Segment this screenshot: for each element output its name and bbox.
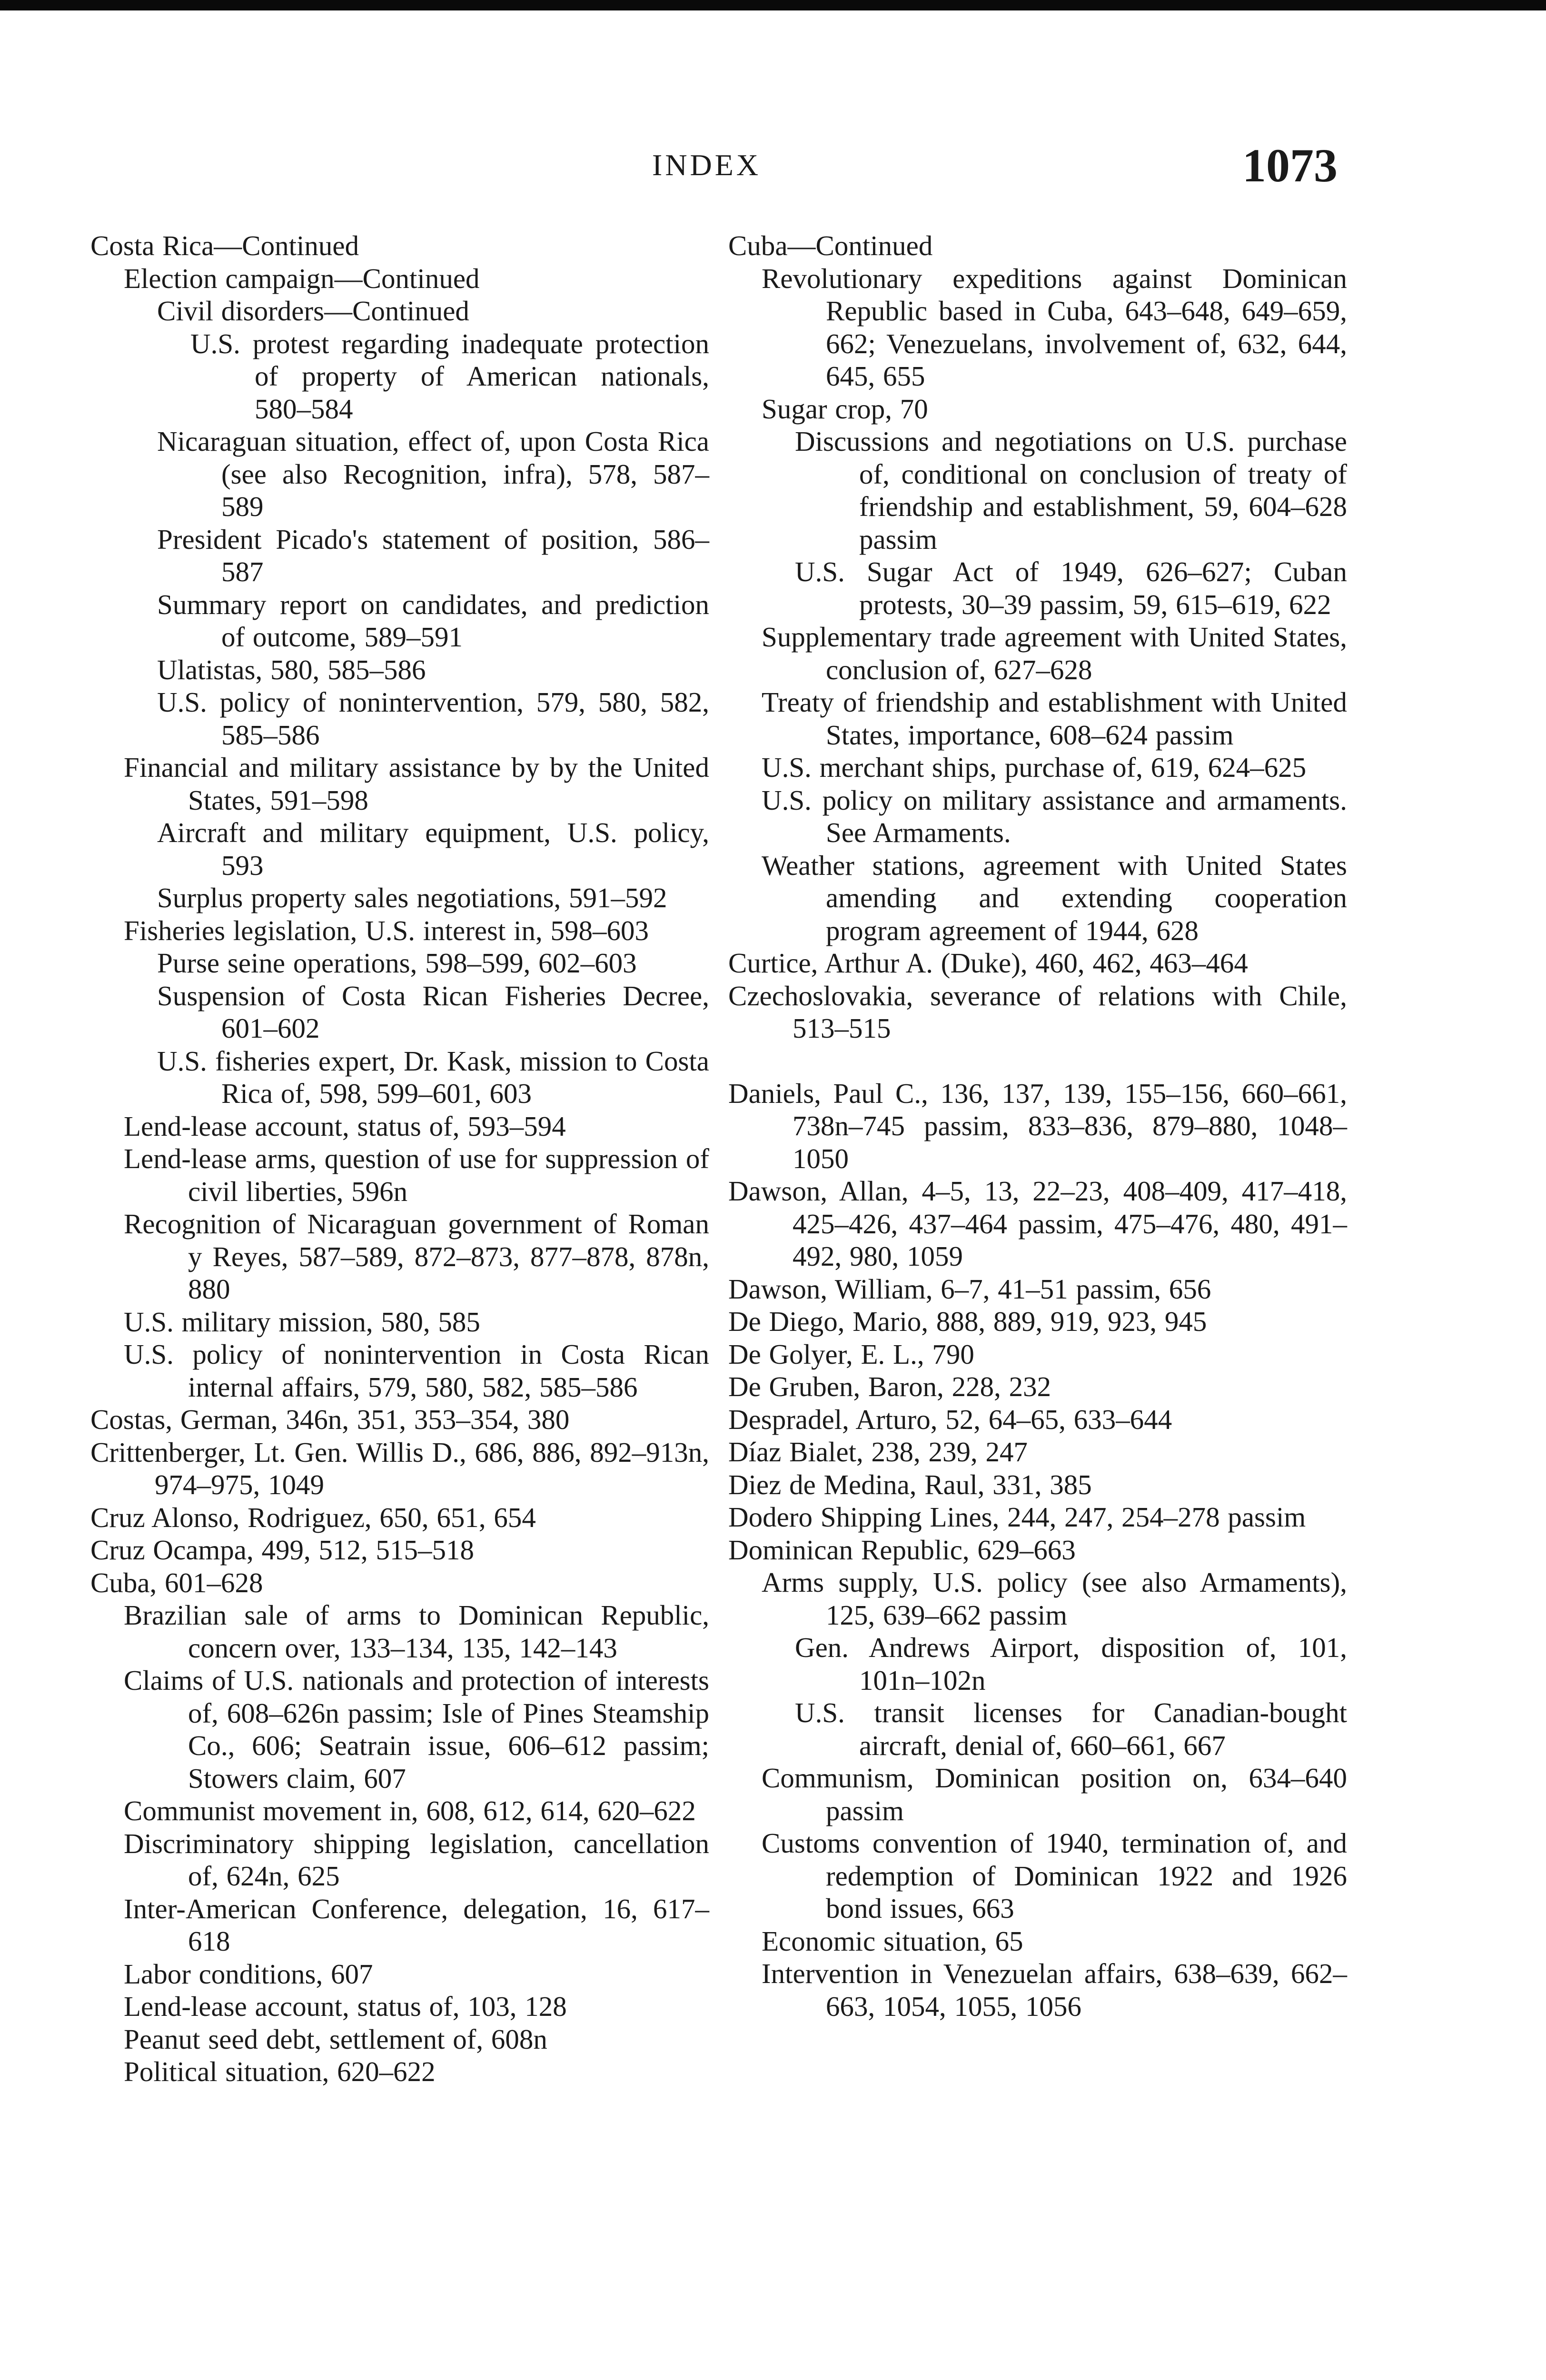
index-entry: Dodero Shipping Lines, 244, 247, 254–278 passim [728, 1501, 1306, 1533]
index-entry: U.S. policy of nonintervention, 579, 580, 582, 585–586 [157, 686, 709, 751]
index-entry: Discriminatory shipping legislation, cancellation of, 624n, 625 [124, 1827, 709, 1892]
index-column-left [90, 229, 709, 2088]
page-number: 1073 [1242, 139, 1338, 192]
index-entry: Weather stations, agreement with United States amending and extending cooperation program agreement of 1944, 628 [762, 849, 1347, 946]
index-entry: Arms supply, U.S. policy (see also Armaments), 125, 639–662 passim [762, 1567, 1347, 1631]
index-entry: U.S. protest regarding inadequate protection of property of American nationals, 580–584 [190, 327, 709, 425]
index-entry: Inter-American Conference, delegation, 16, 617–618 [124, 1893, 709, 1957]
index-entry: Gen. Andrews Airport, disposition of, 101, 101n–102n [795, 1632, 1347, 1696]
index-entry: Costas, German, 346n, 351, 353–354, 380 [90, 1404, 570, 1435]
index-entry: Communism, Dominican position on, 634–640 passim [762, 1762, 1347, 1826]
page-top-edge [0, 0, 1546, 10]
index-entry: Diez de Medina, Raul, 331, 385 [728, 1468, 1092, 1500]
index-entry: U.S. merchant ships, purchase of, 619, 624–625 [762, 752, 1307, 783]
index-entry: U.S. Sugar Act of 1949, 626–627; Cuban protests, 30–39 passim, 59, 615–619, 622 [795, 556, 1347, 620]
index-entry: Purse seine operations, 598–599, 602–603 [157, 947, 637, 979]
index-entry: Claims of U.S. nationals and protection of interests of, 608–626n passim; Isle of Pines Steamship Co., 606; Seatrain issue, 606–612 passim; Stowers claim, 607 [124, 1665, 709, 1794]
index-entry: Civil disorders—Continued [157, 295, 469, 327]
index-entry: Peanut seed debt, settlement of, 608n [124, 2023, 547, 2055]
index-entry: De Golyer, E. L., 790 [728, 1338, 974, 1370]
index-entry: Dawson, William, 6–7, 41–51 passim, 656 [728, 1273, 1211, 1305]
index-entry: Recognition of Nicaraguan government of Roman y Reyes, 587–589, 872–873, 877–878, 878n, 880 [124, 1208, 709, 1305]
index-entry: U.S. fisheries expert, Dr. Kask, mission to Costa Rica of, 598, 599–601, 603 [157, 1045, 709, 1109]
index-column-right [728, 229, 1347, 2023]
index-entry: Labor conditions, 607 [124, 1958, 373, 1990]
index-entry: Lend-lease arms, question of use for suppression of civil liberties, 596n [124, 1143, 709, 1207]
index-entry: Intervention in Venezuelan affairs, 638–639, 662–663, 1054, 1055, 1056 [762, 1958, 1347, 2022]
index-entry: Suspension of Costa Rican Fisheries Decree, 601–602 [157, 980, 709, 1044]
index-entry: Cruz Ocampa, 499, 512, 515–518 [90, 1534, 474, 1566]
index-entry: Ulatistas, 580, 585–586 [157, 654, 426, 685]
index-entry: Discussions and negotiations on U.S. purchase of, conditional on conclusion of treaty of friendship and establishment, 59, 604–628 passim [795, 426, 1347, 555]
index-entry: Nicaraguan situation, effect of, upon Costa Rica (see also Recognition, infra), 578, 587–589 [157, 426, 709, 522]
index-entry: Cuba—Continued [728, 230, 933, 261]
index-entry: Customs convention of 1940, termination of, and redemption of Dominican 1922 and 1926 bond issues, 663 [762, 1827, 1347, 1924]
index-entry: Aircraft and military equipment, U.S. policy, 593 [157, 817, 709, 881]
index-entry: Cuba, 601–628 [90, 1567, 263, 1598]
index-entry: Financial and military assistance by by the United States, 591–598 [124, 752, 709, 816]
index-entry: Surplus property sales negotiations, 591–592 [157, 882, 667, 913]
index-entry: Summary report on candidates, and prediction of outcome, 589–591 [157, 588, 709, 653]
index-entry: Costa Rica—Continued [90, 230, 359, 261]
index-entry: Díaz Bialet, 238, 239, 247 [728, 1436, 1028, 1468]
index-entry: Treaty of friendship and establishment with United States, importance, 608–624 passim [762, 686, 1347, 751]
index-entry: Dawson, Allan, 4–5, 13, 22–23, 408–409, 417–418, 425–426, 437–464 passim, 475–476, 480, 491–492, 980, 1059 [728, 1175, 1347, 1272]
index-entry: De Gruben, Baron, 228, 232 [728, 1371, 1051, 1402]
index-entry: President Picado's statement of position, 586–587 [157, 523, 709, 587]
index-entry: U.S. policy of nonintervention in Costa Rican internal affairs, 579, 580, 582, 585–586 [124, 1339, 709, 1403]
index-entry: Economic situation, 65 [762, 1925, 1023, 1957]
section-gap [728, 1045, 1347, 1077]
index-entry: Brazilian sale of arms to Dominican Republic, concern over, 133–134, 135, 142–143 [124, 1599, 709, 1664]
running-head [0, 138, 1546, 195]
index-entry: Lend-lease account, status of, 103, 128 [124, 1991, 567, 2022]
index-entry: Dominican Republic, 629–663 [728, 1534, 1076, 1566]
index-entry: Czechoslovakia, severance of relations with Chile, 513–515 [728, 980, 1347, 1044]
index-entry: U.S. transit licenses for Canadian-bought aircraft, denial of, 660–661, 667 [795, 1697, 1347, 1761]
index-entry: Sugar crop, 70 [762, 393, 928, 425]
index-entry: Crittenberger, Lt. Gen. Willis D., 686, 886, 892–913n, 974–975, 1049 [90, 1436, 709, 1500]
index-entry: Cruz Alonso, Rodriguez, 650, 651, 654 [90, 1501, 536, 1533]
index-entry: Communist movement in, 608, 612, 614, 620–622 [124, 1795, 696, 1826]
index-entry: Political situation, 620–622 [124, 2056, 436, 2087]
index-entry: Supplementary trade agreement with United States, conclusion of, 627–628 [762, 621, 1347, 685]
running-head-title: INDEX [652, 148, 762, 182]
index-entry: De Diego, Mario, 888, 889, 919, 923, 945 [728, 1306, 1207, 1337]
index-entry: Despradel, Arturo, 52, 64–65, 633–644 [728, 1403, 1172, 1435]
index-entry: Election campaign—Continued [124, 262, 480, 294]
index-entry: Daniels, Paul C., 136, 137, 139, 155–156, 660–661, 738n–745 passim, 833–836, 879–880, 1048–1050 [728, 1077, 1347, 1174]
index-entry: Fisheries legislation, U.S. interest in, 598–603 [124, 914, 649, 946]
index-entry: Revolutionary expeditions against Dominican Republic based in Cuba, 643–648, 649–659, 662; Venezuelans, involvement of, 632, 644, 645, 655 [762, 262, 1347, 392]
index-entry: U.S. policy on military assistance and armaments. See Armaments. [762, 784, 1347, 848]
index-entry: Curtice, Arthur A. (Duke), 460, 462, 463–464 [728, 947, 1248, 979]
index-entry: U.S. military mission, 580, 585 [124, 1306, 480, 1338]
index-entry: Lend-lease account, status of, 593–594 [124, 1110, 566, 1142]
